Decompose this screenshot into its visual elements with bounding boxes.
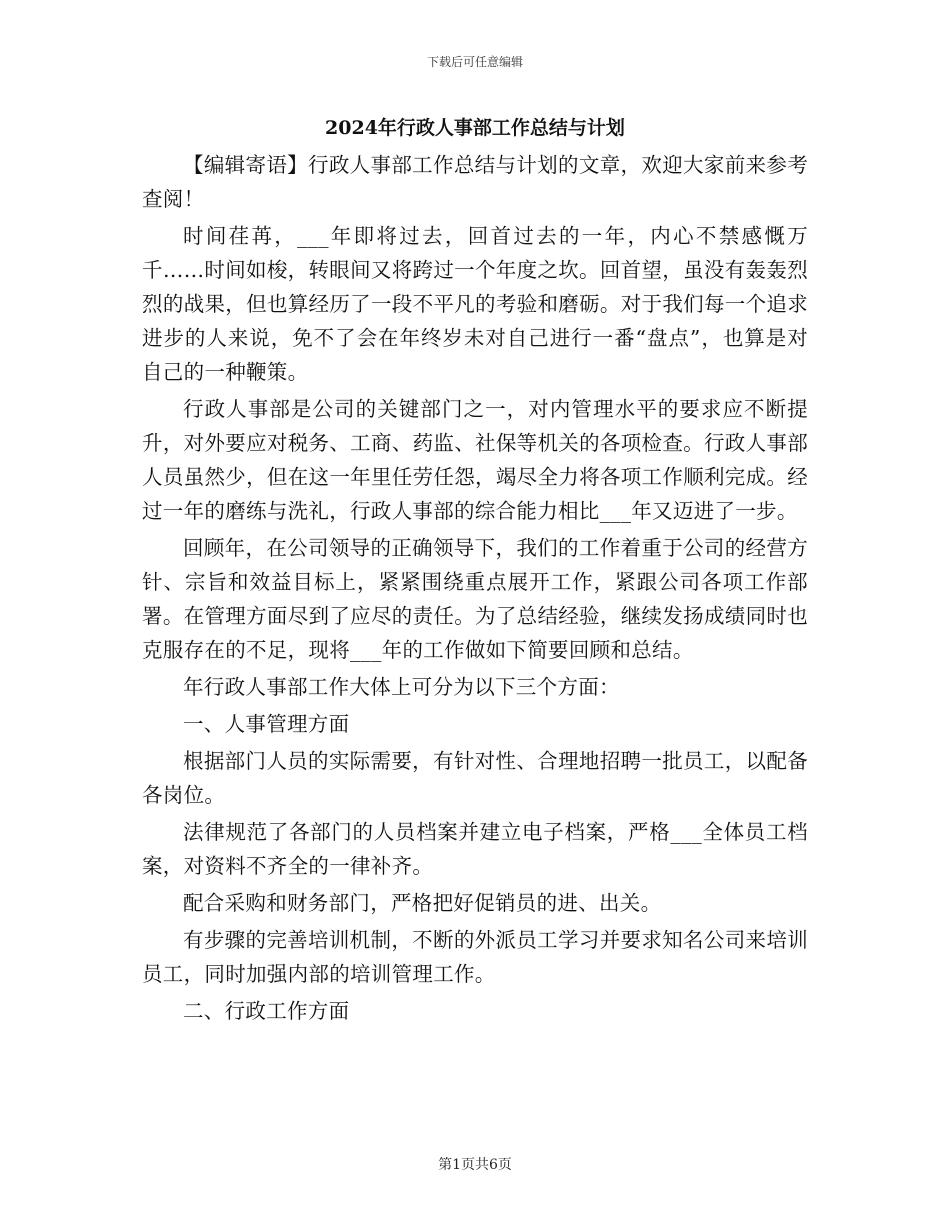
paragraph: 有步骤的完善培训机制，不断的外派员工学习并要求知名公司来培训员工，同时加强内部的培训管理工作。 <box>142 928 808 986</box>
paragraph: 时间荏苒，___年即将过去，回首过去的一年，内心不禁感慨万千……时间如梭，转眼间又将跨过一个年度之坎。回首望，虽没有轰轰烈烈的战果，但也算经历了一段不平凡的考验和磨砺。对于我们每一个追求进步的人来说，免不了会在年终岁未对自己进行一番“盘点”，也算是对自己的一种鞭策。 <box>142 224 808 384</box>
paragraph-editor-note: 【编辑寄语】行政人事部工作总结与计划的文章，欢迎大家前来参考查阅！ <box>142 153 808 211</box>
paragraph: 根据部门人员的实际需要，有针对性、合理地招聘一批员工，以配备各岗位。 <box>142 749 808 807</box>
section-heading-admin: 二、行政工作方面 <box>183 999 350 1023</box>
paragraph: 配合采购和财务部门，严格把好促销员的进、出关。 <box>183 891 662 915</box>
document-body <box>142 148 808 1028</box>
document-title: 2024年行政人事部工作总结与计划 <box>325 117 625 139</box>
page-indicator: 第1页共6页 <box>438 1157 512 1173</box>
header-note: 下载后可任意编辑 <box>426 55 523 69</box>
paragraph: 法律规范了各部门的人员档案并建立电子档案，严格___全体员工档案，对资料不齐全的一律补齐。 <box>142 820 808 878</box>
paragraph: 年行政人事部工作大体上可分为以下三个方面： <box>183 675 620 699</box>
paragraph: 回顾年，在公司领导的正确领导下，我们的工作着重于公司的经营方针、宗旨和效益目标上，紧紧围绕重点展开工作，紧跟公司各项工作部署。在管理方面尽到了应尽的责任。为了总结经验，继续发扬成绩同时也克服存在的不足，现将___年的工作做如下简要回顾和总结。 <box>142 536 808 662</box>
paragraph: 行政人事部是公司的关键部门之一，对内管理水平的要求应不断提升，对外要应对税务、工商、药监、社保等机关的各项检查。行政人事部人员虽然少，但在这一年里任劳任怨，竭尽全力将各项工作顺利完成。经过一年的磨练与洗礼，行政人事部的综合能力相比___年又迈进了一步。 <box>142 397 808 523</box>
section-heading-hr: 一、人事管理方面 <box>183 712 350 736</box>
